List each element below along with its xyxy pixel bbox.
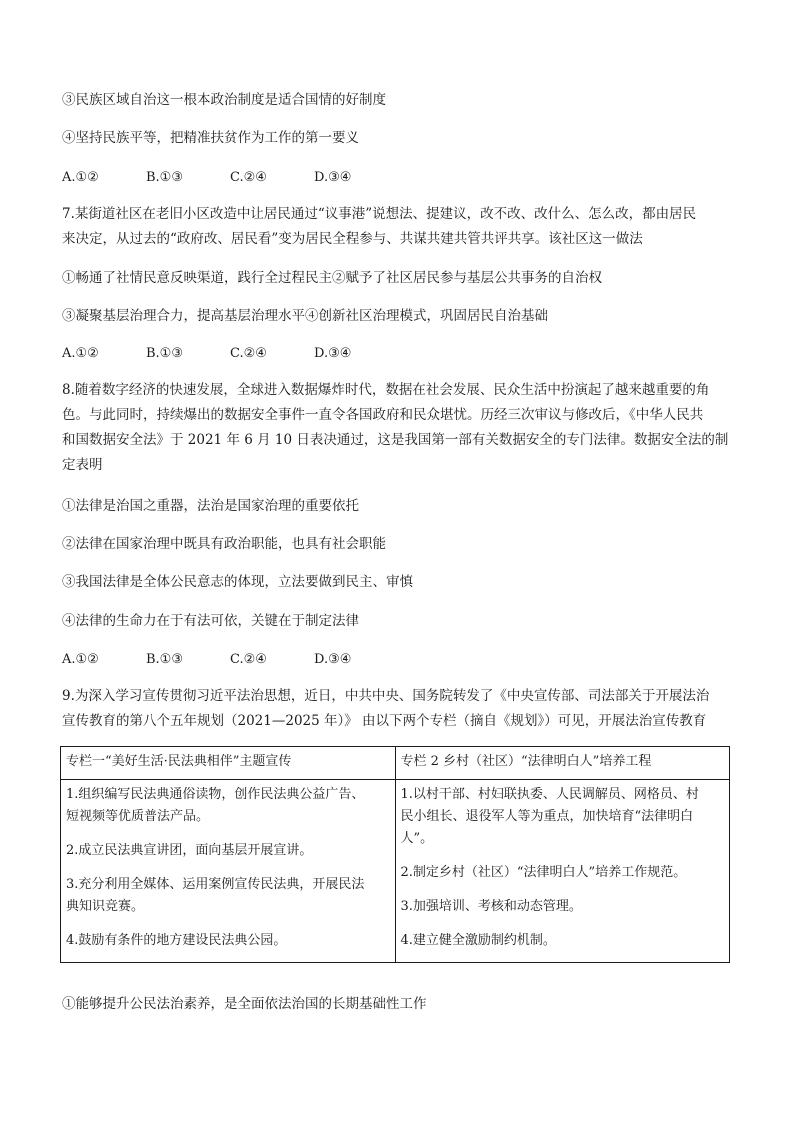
choice-c: C.②④ (230, 652, 267, 667)
q9-stem-line-1: 9.为深入学习宣传贯彻习近平法治思想，近日，中共中央、国务院转发了《中央宣传部、司法部关于开展法治 (62, 688, 710, 704)
q8-stem-line-2: 色。与此同时，持续爆出的数据安全事件一直令各国政府和民众堪忧。历经三次审议与修改后，《中华人民共 (62, 407, 704, 423)
choice-d: D.③④ (314, 652, 352, 667)
q8-option-1: ①法律是治国之重器，法治是国家治理的重要依托 (62, 498, 359, 514)
list-item: 1.以村干部、村妇联执委、人民调解员、网格员、村 民小组长、退役军人等为重点，加快培育“法律明白 人”。 (400, 787, 699, 846)
q8-stem-line-1: 8.随着数字经济的快速发展，全球进入数据爆炸时代，数据在社会发展、民众生活中扮演起了越来越重要的角 (62, 382, 710, 398)
q6-option-3: ③民族区域自治这一根本政治制度是适合国情的好制度 (62, 92, 386, 108)
column-1-header: 专栏一“美好生活·民法典相伴”主题宣传 (61, 747, 396, 780)
column-2-header: 专栏 2 乡村（社区）“法律明白人”培养工程 (395, 747, 730, 780)
list-item: 3.充分利用全媒体、运用案例宣传民法典，开展民法 典知识竞赛。 (66, 877, 365, 914)
q8-option-2: ②法律在国家治理中既具有政治职能，也具有社会职能 (62, 536, 386, 552)
q7-stem-line-1: 7.某街道社区在老旧小区改造中让居民通过“议事港”说想法、提建议，改不改、改什么、怎么改，都由居民 (62, 206, 697, 222)
q8-option-4: ④法律的生命力在于有法可依，关键在于制定法律 (62, 613, 359, 629)
list-item: 2.成立民法典宣讲团，面向基层开展宣讲。 (66, 843, 313, 858)
list-item: 4.鼓励有条件的地方建设民法典公园。 (66, 933, 287, 948)
column-2-items (395, 780, 730, 963)
choice-d: D.③④ (314, 170, 352, 185)
list-item: 2.制定乡村（社区）“法律明白人”培养工作规范。 (400, 865, 687, 880)
q7-options-line-1: ①畅通了社情民意反映渠道，践行全过程民主②赋予了社区居民参与基层公共事务的自治权 (62, 270, 602, 286)
q9-option-1: ①能够提升公民法治素养，是全面依法治国的长期基础性工作 (62, 996, 427, 1012)
q8-answer-choices (62, 650, 398, 670)
choice-a: A.①② (62, 170, 99, 185)
choice-b: B.①③ (146, 652, 183, 667)
choice-c: C.②④ (230, 346, 267, 361)
q8-option-3: ③我国法律是全体公民意志的体现，立法要做到民主、审慎 (62, 574, 413, 590)
table-row (61, 780, 730, 963)
q6-answer-choices (62, 168, 398, 188)
choice-b: B.①③ (146, 170, 183, 185)
q9-columns-table (60, 746, 730, 963)
column-1-items (61, 780, 396, 963)
list-item: 3.加强培训、考核和动态管理。 (400, 899, 582, 914)
q7-options-line-2: ③凝聚基层治理合力，提高基层治理水平④创新社区治理模式，巩固居民自治基础 (62, 308, 548, 324)
q7-answer-choices (62, 344, 398, 364)
q7-stem-line-2: 来决定，从过去的“政府改、居民看”变为居民全程参与、共谋共建共管共评共享。该社区这一做法 (62, 231, 643, 247)
choice-d: D.③④ (314, 346, 352, 361)
q6-option-4: ④坚持民族平等，把精准扶贫作为工作的第一要义 (62, 130, 359, 146)
q8-stem (62, 378, 730, 478)
q8-stem-line-4: 定表明 (62, 457, 103, 473)
list-item: 1.组织编写民法典通俗读物，创作民法典公益广告、 短视频等优质普法产品。 (66, 787, 365, 824)
choice-b: B.①③ (146, 346, 183, 361)
q9-stem (62, 684, 730, 734)
table-header-row (61, 747, 730, 780)
q7-stem (62, 202, 730, 252)
choice-a: A.①② (62, 652, 99, 667)
choice-a: A.①② (62, 346, 99, 361)
list-item: 4.建立健全激励制约机制。 (400, 933, 556, 948)
q9-stem-line-2: 宣传教育的第八个五年规划（2021—2025 年）》 由以下两个专栏（摘自《规划》）可见，开展法治宣传教育 (62, 713, 707, 729)
q8-stem-line-3: 和国数据安全法》于 2021 年 6 月 10 日表决通过，这是我国第一部有关数据安全的专门法律。数据安全法的制 (62, 432, 729, 448)
choice-c: C.②④ (230, 170, 267, 185)
